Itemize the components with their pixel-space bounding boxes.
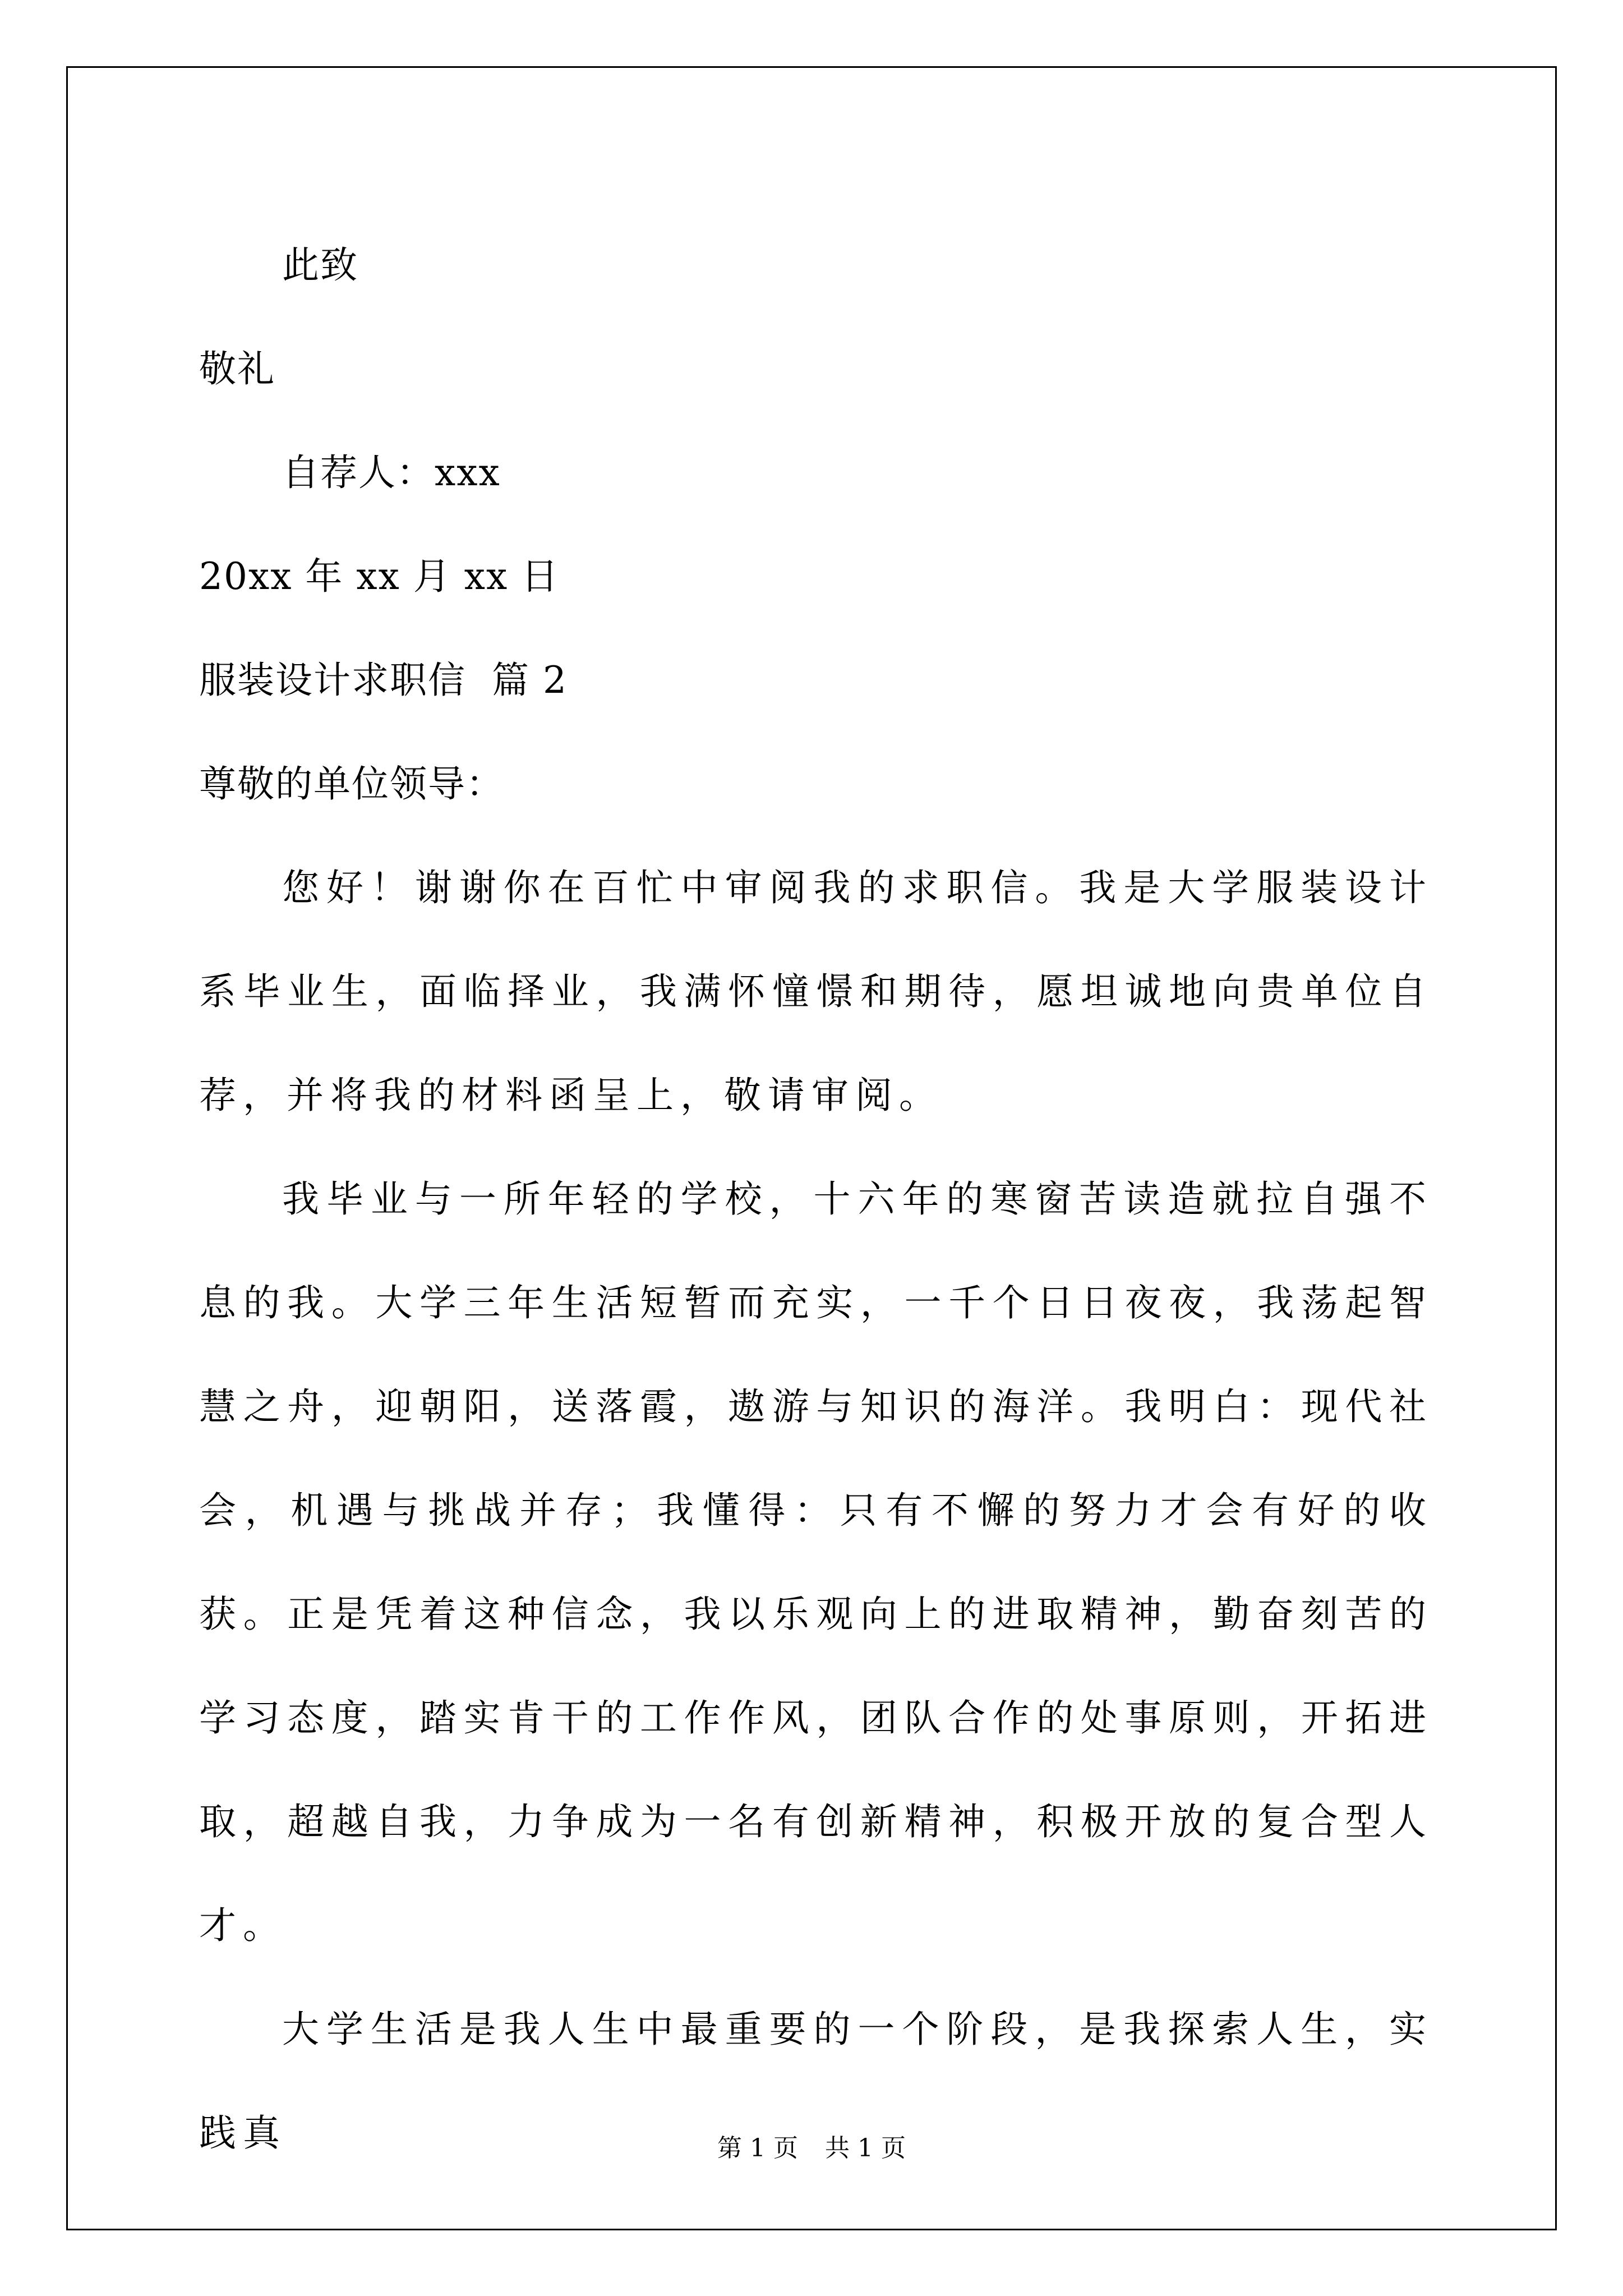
paragraph: 大学生活是我人生中最重要的一个阶段，是我探索人生，实践真 (199, 2008, 1433, 2155)
paragraph: 我毕业与一所年轻的学校，十六年的寒窗苦读造就拉自强不息的我。大学三年生活短暂而充实，一千个日日夜夜，我荡起智慧之舟，迎朝阳，送落霞，遨游与知识的海洋。我明白：现代社会，机遇与挑战并存；我懂得：只有不懈的努力才会有好的收获。正是凭着这种信念，我以乐观向上的进取精神，勤奋刻苦的学习态度，踏实肯干的工作作风，团队合作的处事原则，开拓进取，超越自我，力争成为一名有创新精神，积极开放的复合型人才。 (199, 1177, 1433, 1947)
greeting-line: 尊敬的单位领导： (199, 762, 504, 806)
salute-line: 敬礼 (199, 347, 275, 390)
signature-line: 自荐人：xxx (282, 451, 501, 494)
paragraph: 您好！谢谢你在百忙中审阅我的求职信。我是大学服装设计系毕业生，面临择业，我满怀憧憬和期待，愿坦诚地向贵单位自荐，并将我的材料函呈上，敬请审阅。 (199, 866, 1433, 1117)
closing-line: 此致 (282, 243, 358, 287)
section-title: 服装设计求职信 篇 2 (199, 659, 568, 702)
page-total: 共 1 页 (825, 2134, 906, 2162)
date-line: 20xx 年 xx 月 xx 日 (199, 555, 560, 598)
page-footer (0, 2132, 1623, 2165)
page-number: 第 1 页 (717, 2134, 798, 2162)
